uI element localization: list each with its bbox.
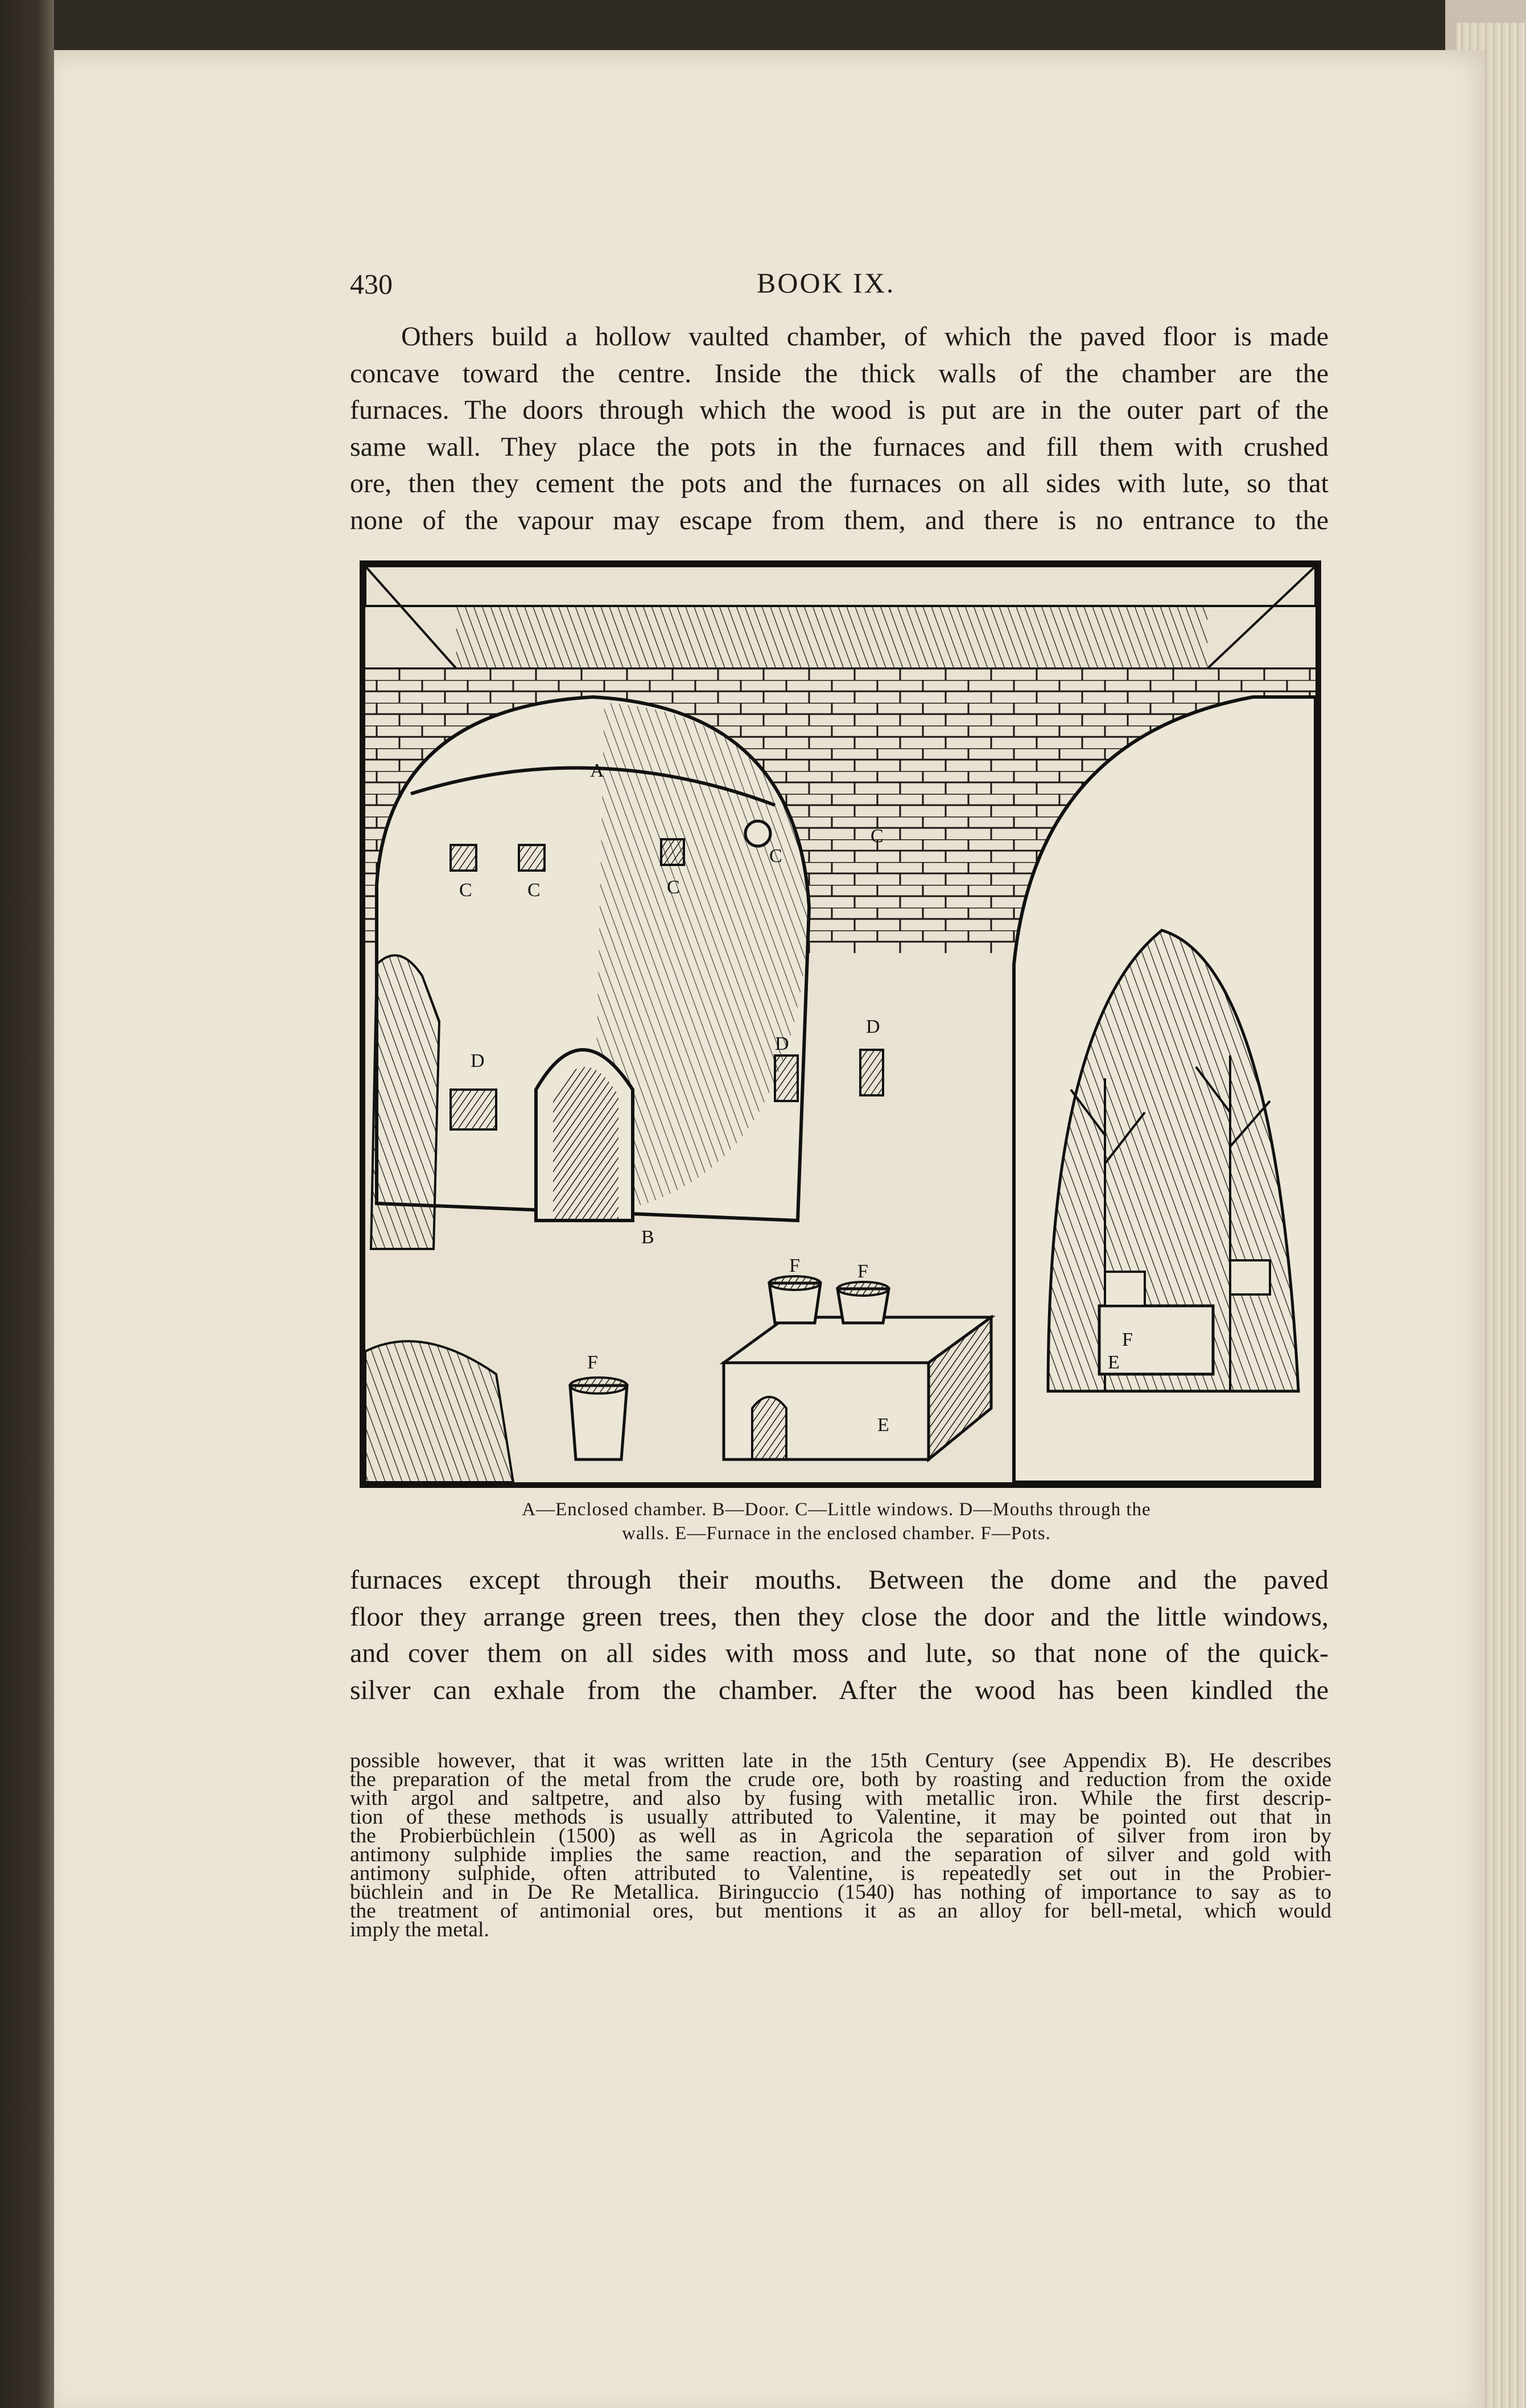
book-gutter-shadow	[0, 0, 54, 2408]
woodcut-illustration	[360, 560, 1321, 1488]
paragraph-1	[350, 319, 1329, 539]
footnote-line: the Probierbüchlein (1500) as well as in Agricola the separation of silver from iron by	[350, 1824, 1331, 1848]
footnote	[350, 1751, 1331, 1939]
paragraph-line: none of the vapour may escape from them, and there is no entrance to the	[350, 505, 1329, 535]
page-number: 430	[350, 268, 393, 300]
paragraph-line: concave toward the centre. Inside the thick walls of the chamber are the	[350, 358, 1329, 389]
paragraph-line: ore, then they cement the pots and the furnaces on all sides with lute, so that	[350, 468, 1329, 499]
paragraph-line: silver can exhale from the chamber. After the wood has been kindled the	[350, 1675, 1329, 1705]
footnote-line: possible however, that it was written late in the 15th Century (see Appendix B). He describes	[350, 1749, 1331, 1772]
figure-label: D	[775, 1033, 789, 1054]
paragraph-2	[350, 1562, 1329, 1709]
figure-label: F	[789, 1255, 800, 1276]
footnote-line: antimony sulphide implies the same reaction, and the separation of silver and gold with	[350, 1843, 1331, 1866]
footnote-line: büchlein and in De Re Metallica. Biringuccio (1540) has nothing of importance to say as to	[350, 1881, 1331, 1904]
figure-label: C	[459, 880, 472, 901]
paragraph-line: Others build a hollow vaulted chamber, of which the paved floor is made	[401, 321, 1329, 352]
figure-label: E	[1108, 1352, 1120, 1373]
figure-caption	[353, 1498, 1320, 1545]
figure-label: C	[667, 877, 680, 898]
footnote-line: antimony sulphide, often attributed to Valentine, is repeatedly set out in the Probier-	[350, 1862, 1331, 1885]
figure-label: D	[471, 1050, 485, 1071]
figure-label: A	[590, 760, 604, 781]
figure-label: C	[769, 846, 782, 867]
footnote-line: tion of these methods is usually attributed to Valentine, it may be pointed out that in	[350, 1805, 1331, 1829]
footnote-line: the preparation of the metal from the crude ore, both by roasting and reduction from the oxide	[350, 1768, 1331, 1791]
paragraph-line: same wall. They place the pots in the furnaces and fill them with crushed	[350, 431, 1329, 462]
caption-line: walls. E—Furnace in the enclosed chamber. F—Pots.	[622, 1523, 1051, 1544]
figure-label: B	[641, 1227, 654, 1248]
running-head: BOOK IX.	[757, 267, 896, 299]
paragraph-line: furnaces except through their mouths. Between the dome and the paved	[350, 1565, 1329, 1595]
paragraph-line: floor they arrange green trees, then they close the door and the little windows,	[350, 1601, 1329, 1632]
footnote-line: the treatment of antimonial ores, but mentions it as an alloy for bell-metal, which would	[350, 1899, 1331, 1923]
figure-label: F	[587, 1352, 598, 1373]
figure-label: D	[866, 1016, 880, 1037]
paragraph-line: and cover them on all sides with moss and lute, so that none of the quick-	[350, 1638, 1329, 1669]
figure-label: C	[527, 880, 541, 901]
footnote-line: with argol and saltpetre, and also by fusing with metallic iron. While the first descrip-	[350, 1787, 1331, 1810]
paragraph-line: furnaces. The doors through which the wood is put are in the outer part of the	[350, 395, 1329, 426]
figure-label: F	[1122, 1329, 1133, 1350]
footnote-line: imply the metal.	[350, 1918, 489, 1941]
figure-label: E	[877, 1415, 889, 1436]
caption-line: A—Enclosed chamber. B—Door. C—Little windows. D—Mouths through the	[522, 1499, 1151, 1520]
figure-label: F	[857, 1261, 868, 1282]
figure-label: C	[871, 826, 884, 847]
